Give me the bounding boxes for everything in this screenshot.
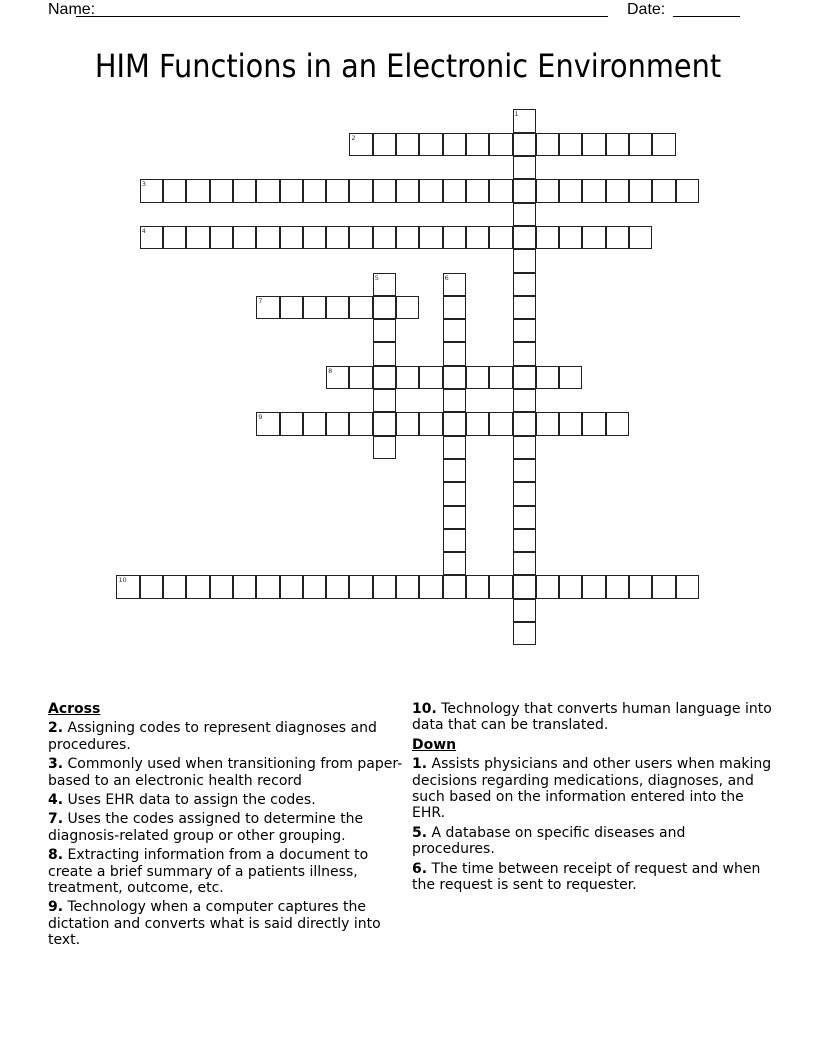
grid-cell[interactable] bbox=[140, 575, 163, 598]
grid-cell[interactable] bbox=[466, 412, 489, 435]
grid-cell[interactable] bbox=[233, 179, 256, 202]
grid-cell[interactable] bbox=[443, 575, 466, 598]
grid-cell[interactable] bbox=[326, 179, 349, 202]
grid-cell[interactable] bbox=[163, 179, 186, 202]
date-label: Date: bbox=[627, 1, 666, 18]
grid-cell[interactable] bbox=[513, 366, 536, 389]
grid-cell[interactable] bbox=[163, 226, 186, 249]
grid-cell[interactable] bbox=[349, 226, 372, 249]
grid-cell[interactable] bbox=[513, 319, 536, 342]
clues-right-column bbox=[412, 701, 772, 896]
grid-cell[interactable] bbox=[280, 575, 303, 598]
grid-cell[interactable] bbox=[186, 179, 209, 202]
grid-cell[interactable] bbox=[582, 412, 605, 435]
grid-cell[interactable] bbox=[629, 226, 652, 249]
grid-cell[interactable] bbox=[536, 226, 559, 249]
clue-number-label: 6 bbox=[444, 273, 449, 282]
grid-cell[interactable] bbox=[419, 179, 442, 202]
grid-cell[interactable] bbox=[186, 226, 209, 249]
grid-cell[interactable] bbox=[396, 366, 419, 389]
grid-cell[interactable] bbox=[513, 506, 536, 529]
grid-cell[interactable] bbox=[629, 133, 652, 156]
grid-cell[interactable] bbox=[489, 226, 512, 249]
grid-cell[interactable] bbox=[280, 179, 303, 202]
across-heading: Across bbox=[48, 701, 101, 717]
clue-number-label: 7 bbox=[258, 296, 263, 305]
clue-text: The time between receipt of request and when the request is sent to requester. bbox=[412, 860, 761, 894]
clues-left-column bbox=[48, 701, 408, 952]
grid-cell[interactable] bbox=[466, 133, 489, 156]
grid-cell[interactable] bbox=[489, 179, 512, 202]
name-label: Name: bbox=[48, 1, 96, 18]
clue-number-label: 10 bbox=[118, 576, 127, 585]
grid-cell[interactable] bbox=[489, 366, 512, 389]
grid-cell[interactable] bbox=[303, 412, 326, 435]
grid-cell[interactable] bbox=[466, 179, 489, 202]
clue-number: 3. bbox=[48, 756, 64, 773]
grid-cell[interactable] bbox=[513, 249, 536, 272]
clue-number: 7. bbox=[48, 811, 64, 828]
grid-cell[interactable] bbox=[606, 575, 629, 598]
clue-text: Uses EHR data to assign the codes. bbox=[63, 792, 316, 809]
grid-cell[interactable] bbox=[303, 296, 326, 319]
clue-number-label: 5 bbox=[374, 273, 379, 282]
grid-cell[interactable] bbox=[233, 226, 256, 249]
grid-cell[interactable] bbox=[396, 133, 419, 156]
grid-cell[interactable] bbox=[419, 366, 442, 389]
grid-cell[interactable] bbox=[326, 366, 349, 389]
grid-cell[interactable] bbox=[443, 366, 466, 389]
grid-cell[interactable] bbox=[443, 319, 466, 342]
clue-text: Assists physicians and other users when making decisions regarding medications, diagnoses, and such based on the information entered into the EHR. bbox=[412, 756, 772, 822]
grid-cell[interactable] bbox=[140, 179, 163, 202]
grid-cell[interactable] bbox=[536, 179, 559, 202]
grid-cell[interactable] bbox=[373, 133, 396, 156]
grid-cell[interactable] bbox=[606, 412, 629, 435]
clue-number: 10. bbox=[412, 701, 437, 717]
grid-cell[interactable] bbox=[443, 552, 466, 575]
clue-number: 2. bbox=[48, 720, 64, 737]
grid-cell[interactable] bbox=[559, 575, 582, 598]
grid-cell[interactable] bbox=[513, 622, 536, 645]
clue-number-label: 1 bbox=[514, 110, 519, 119]
grid-cell[interactable] bbox=[443, 482, 466, 505]
grid-cell[interactable] bbox=[629, 179, 652, 202]
grid-cell[interactable] bbox=[396, 296, 419, 319]
clue-down-1 bbox=[412, 756, 772, 822]
grid-cell[interactable] bbox=[513, 599, 536, 622]
grid-cell[interactable] bbox=[443, 412, 466, 435]
grid-cell[interactable] bbox=[676, 575, 699, 598]
clue-number-label: 4 bbox=[141, 226, 146, 235]
grid-cell[interactable] bbox=[513, 389, 536, 412]
grid-cell[interactable] bbox=[186, 575, 209, 598]
grid-cell[interactable] bbox=[513, 412, 536, 435]
grid-cell[interactable] bbox=[443, 273, 466, 296]
grid-cell[interactable] bbox=[513, 109, 536, 132]
grid-cell[interactable] bbox=[396, 575, 419, 598]
grid-cell[interactable] bbox=[373, 412, 396, 435]
grid-cell[interactable] bbox=[443, 179, 466, 202]
grid-cell[interactable] bbox=[443, 226, 466, 249]
clue-number: 1. bbox=[412, 756, 428, 773]
grid-cell[interactable] bbox=[676, 179, 699, 202]
grid-cell[interactable] bbox=[373, 389, 396, 412]
clue-text: Commonly used when transitioning from paper-based to an electronic health record bbox=[48, 756, 403, 789]
grid-cell[interactable] bbox=[513, 203, 536, 226]
down-heading: Down bbox=[412, 736, 457, 753]
grid-cell[interactable] bbox=[280, 412, 303, 435]
clue-number-label: 8 bbox=[328, 366, 333, 375]
grid-cell[interactable] bbox=[256, 575, 279, 598]
grid-cell[interactable] bbox=[536, 133, 559, 156]
clue-number: 8. bbox=[48, 847, 64, 864]
grid-cell[interactable] bbox=[582, 133, 605, 156]
grid-cell[interactable] bbox=[513, 179, 536, 202]
grid-cell[interactable] bbox=[443, 133, 466, 156]
grid-cell[interactable] bbox=[606, 226, 629, 249]
grid-cell[interactable] bbox=[513, 459, 536, 482]
grid-cell[interactable] bbox=[559, 412, 582, 435]
grid-cell[interactable] bbox=[303, 226, 326, 249]
grid-cell[interactable] bbox=[280, 296, 303, 319]
grid-cell[interactable] bbox=[349, 296, 372, 319]
grid-cell[interactable] bbox=[513, 342, 536, 365]
grid-cell[interactable] bbox=[373, 273, 396, 296]
grid-cell[interactable] bbox=[396, 179, 419, 202]
grid-cell[interactable] bbox=[373, 319, 396, 342]
clue-across-3 bbox=[48, 756, 408, 789]
grid-cell[interactable] bbox=[652, 575, 675, 598]
grid-cell[interactable] bbox=[513, 133, 536, 156]
grid-cell[interactable] bbox=[443, 459, 466, 482]
clue-number: 4. bbox=[48, 792, 64, 809]
clue-across-9 bbox=[48, 899, 408, 948]
grid-cell[interactable] bbox=[349, 575, 372, 598]
grid-cell[interactable] bbox=[419, 575, 442, 598]
grid-cell[interactable] bbox=[396, 226, 419, 249]
clue-text: Technology that converts human language into data that can be translated. bbox=[412, 701, 772, 734]
grid-cell[interactable] bbox=[513, 156, 536, 179]
grid-cell[interactable] bbox=[559, 226, 582, 249]
clue-number-label: 2 bbox=[351, 133, 356, 142]
grid-cell[interactable] bbox=[559, 179, 582, 202]
grid-cell[interactable] bbox=[373, 366, 396, 389]
clue-text: Uses the codes assigned to determine the diagnosis-related group or other grouping. bbox=[48, 811, 364, 844]
grid-cell[interactable] bbox=[116, 575, 139, 598]
grid-cell[interactable] bbox=[373, 575, 396, 598]
grid-cell[interactable] bbox=[326, 296, 349, 319]
grid-cell[interactable] bbox=[443, 389, 466, 412]
grid-cell[interactable] bbox=[513, 552, 536, 575]
grid-cell[interactable] bbox=[443, 506, 466, 529]
grid-cell[interactable] bbox=[513, 226, 536, 249]
grid-cell[interactable] bbox=[349, 412, 372, 435]
page-title: HIM Functions in an Electronic Environment bbox=[94, 47, 722, 85]
clue-number-label: 3 bbox=[141, 180, 146, 189]
grid-cell[interactable] bbox=[443, 296, 466, 319]
grid-cell[interactable] bbox=[303, 575, 326, 598]
grid-cell[interactable] bbox=[210, 575, 233, 598]
clue-across-8 bbox=[48, 847, 408, 896]
grid-cell[interactable] bbox=[210, 179, 233, 202]
clue-number: 9. bbox=[48, 899, 64, 916]
grid-cell[interactable] bbox=[466, 366, 489, 389]
grid-cell[interactable] bbox=[489, 575, 512, 598]
grid-cell[interactable] bbox=[513, 529, 536, 552]
clue-across-10 bbox=[412, 701, 772, 734]
grid-cell[interactable] bbox=[396, 412, 419, 435]
clue-text: A database on specific diseases and procedures. bbox=[412, 824, 686, 858]
clue-text: Assigning codes to represent diagnoses and procedures. bbox=[48, 720, 377, 753]
grid-cell[interactable] bbox=[466, 575, 489, 598]
grid-cell[interactable] bbox=[373, 436, 396, 459]
grid-cell[interactable] bbox=[513, 273, 536, 296]
clue-across-2 bbox=[48, 720, 408, 753]
grid-cell[interactable] bbox=[582, 226, 605, 249]
grid-cell[interactable] bbox=[373, 342, 396, 365]
clue-down-5 bbox=[412, 825, 772, 858]
grid-cell[interactable] bbox=[349, 179, 372, 202]
grid-cell[interactable] bbox=[513, 296, 536, 319]
clue-across-4 bbox=[48, 792, 408, 808]
grid-cell[interactable] bbox=[326, 412, 349, 435]
grid-cell[interactable] bbox=[256, 179, 279, 202]
grid-cell[interactable] bbox=[513, 482, 536, 505]
grid-cell[interactable] bbox=[536, 412, 559, 435]
grid-cell[interactable] bbox=[489, 133, 512, 156]
grid-cell[interactable] bbox=[326, 226, 349, 249]
grid-cell[interactable] bbox=[536, 575, 559, 598]
clue-number: 5. bbox=[412, 824, 428, 841]
grid-cell[interactable] bbox=[140, 226, 163, 249]
grid-cell[interactable] bbox=[349, 366, 372, 389]
grid-cell[interactable] bbox=[233, 575, 256, 598]
grid-cell[interactable] bbox=[606, 179, 629, 202]
grid-cell[interactable] bbox=[256, 296, 279, 319]
clue-text: Extracting information from a document to create a brief summary of a patients illness, treatment, outcome, etc. bbox=[48, 847, 369, 897]
grid-cell[interactable] bbox=[373, 226, 396, 249]
clue-across-7 bbox=[48, 811, 408, 844]
grid-cell[interactable] bbox=[513, 436, 536, 459]
grid-cell[interactable] bbox=[256, 412, 279, 435]
clue-number-label: 9 bbox=[258, 413, 263, 422]
grid-cell[interactable] bbox=[559, 366, 582, 389]
grid-cell[interactable] bbox=[280, 226, 303, 249]
grid-cell[interactable] bbox=[513, 575, 536, 598]
grid-cell[interactable] bbox=[582, 575, 605, 598]
clue-text: Technology when a computer captures the dictation and converts what is said directly into text. bbox=[48, 899, 381, 949]
grid-cell[interactable] bbox=[466, 226, 489, 249]
grid-cell[interactable] bbox=[559, 133, 582, 156]
grid-cell[interactable] bbox=[606, 133, 629, 156]
grid-cell[interactable] bbox=[443, 436, 466, 459]
grid-cell[interactable] bbox=[419, 412, 442, 435]
grid-cell[interactable] bbox=[373, 296, 396, 319]
grid-cell[interactable] bbox=[443, 529, 466, 552]
grid-cell[interactable] bbox=[536, 366, 559, 389]
grid-cell[interactable] bbox=[582, 179, 605, 202]
clue-down-6 bbox=[412, 861, 772, 894]
grid-cell[interactable] bbox=[349, 133, 372, 156]
grid-cell[interactable] bbox=[210, 226, 233, 249]
grid-cell[interactable] bbox=[326, 575, 349, 598]
grid-cell[interactable] bbox=[652, 179, 675, 202]
grid-cell[interactable] bbox=[373, 179, 396, 202]
grid-cell[interactable] bbox=[419, 226, 442, 249]
grid-cell[interactable] bbox=[256, 226, 279, 249]
grid-cell[interactable] bbox=[489, 412, 512, 435]
grid-cell[interactable] bbox=[629, 575, 652, 598]
grid-cell[interactable] bbox=[443, 342, 466, 365]
grid-cell[interactable] bbox=[163, 575, 186, 598]
grid-cell[interactable] bbox=[303, 179, 326, 202]
grid-cell[interactable] bbox=[652, 133, 675, 156]
grid-cell[interactable] bbox=[419, 133, 442, 156]
clue-number: 6. bbox=[412, 860, 428, 877]
